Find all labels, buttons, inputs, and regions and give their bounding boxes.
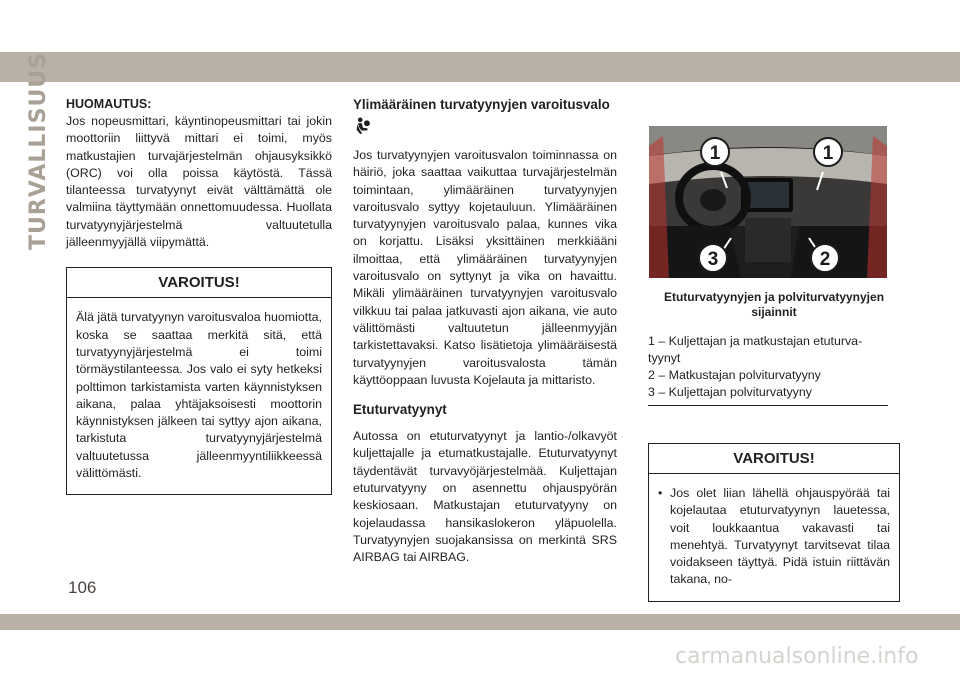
figure-caption: Etuturvatyynyjen ja polviturvatyynyjen sijainnit — [663, 290, 885, 319]
header-band — [0, 52, 960, 82]
page-number: 106 — [68, 578, 97, 597]
warning-box-right — [648, 443, 900, 602]
svg-text:1: 1 — [709, 143, 721, 164]
warning-title-right: VAROITUS! — [649, 444, 899, 474]
note-heading: HUOMAUTUS: — [66, 97, 152, 111]
legend-item-2: 2 – Matkustajan polviturvatyyny — [648, 368, 821, 382]
note-text: Jos nopeusmittari, käyntinopeusmittari tai jokin moottoriin liittyvä mittari ei toimi, myös matkustajien turvajärjestelmän ohjausyksikkö (ORC) voi olla poissa käytöstä. Tässä tilanteessa turvatyynyt eivät välttämättä ole valmiina täyttymään onnettomuudessa. Huollata turvatyynyjärjestelmä valtuutetulla jälleenmyyjällä viipymättä. — [66, 114, 332, 250]
watermark-text: carmanualsonline.info — [675, 644, 919, 669]
heading-aux-warning-light: Ylimääräinen turvatyynyjen varoitusvalo — [353, 97, 610, 112]
header-bar — [0, 0, 960, 82]
left-column — [66, 96, 332, 495]
middle-column — [353, 96, 617, 567]
legend-item-1: 1 – Kuljettajan ja matkustajan etuturvatyynyt — [648, 334, 863, 365]
warning-box-left — [66, 267, 332, 495]
footer-band — [0, 614, 960, 630]
figure-legend — [648, 333, 888, 406]
side-section-title — [22, 51, 54, 250]
warning-bullet-text: Jos olet liian lähellä ohjauspyörää tai kojelautaa etuturvatyynyn lauetessa, voit loukkaantua vakavasti tai menehtyä. Turvatyynyt tarvitsevat tilaa voidakseen täyttyä. Pidä istuin riittävän takana, no- — [670, 486, 890, 587]
warning-title-left: VAROITUS! — [67, 268, 331, 298]
airbag-warning-icon — [353, 117, 371, 135]
svg-text:1: 1 — [822, 143, 834, 164]
front-airbags-paragraph: Autossa on etuturvatyynyt ja lantio-/olkavyöt kuljettajalle ja etumatkustajalle. Etuturvatyynyt täydentävät turvavyöjärjestelmää. Kuljettajan etuturvatyyny on asennettu ohjauspyörän keskiosaan. Matkustajan etuturvatyyny on kojelaudassa hansikaslokeron yläpuolella. Turvatyynyjen suojakansissa on merkintä SRS AIRBAG tai AIRBAG. — [353, 429, 617, 565]
warning-text-left: Älä jätä turvatyynyn varoitusvaloa huomiotta, koska se saattaa merkitä sitä, että turvatyynyjärjestelmä ei toimi törmäystilanteessa. Jos valo ei syty hetkeksi polttimon tarkistamista varten käynnistyksen aikana, palaa yhtäjaksoisesti moottorin käynnistyksen jälkeen tai syttyy ajon aikana, tarkistuta turvatyynyjärjestelmä valtuutetussa jälleenmyyntiliikkeessä välittömästi. — [76, 310, 322, 481]
svg-text:3: 3 — [707, 249, 719, 270]
warning-bullet — [658, 485, 890, 589]
side-title-text: TURVALLISUUS — [26, 51, 51, 250]
legend-item-3: 3 – Kuljettajan polviturvatyyny — [648, 385, 812, 399]
bullet-dot-icon: • — [658, 486, 663, 500]
airbag-locations-figure — [649, 126, 887, 278]
aux-warning-paragraph: Jos turvatyynyjen varoitusvalon toiminnassa on häiriö, joka saattaa vaikuttaa turvajärjestelmän toimintaan, ylimääräinen turvatyynyjen varoitusvalo syttyy kojetauluun. Ylimääräinen turvatyynyjen varoitusvalo palaa, kunnes vika on korjattu. Lisäksi yksittäinen merkkiääni ilmoittaa, että ylimääräinen turvatyynyjen varoitusvalo on syttynyt ja vika on havaittu. Mikäli ylimääräinen turvatyynyjen varoitusvalo vilkkuu tai palaa jatkuvasti ajon aikana, vie auto välittömästi valtuutetun jälleenmyyjän tarkistettavaksi. Katso lisätietoja ylimääräisestä turvatyynyjen varoitusvalosta tämän käyttöoppaan luvusta Kojelauta ja mittaristo. — [353, 148, 617, 387]
heading-front-airbags: Etuturvatyynyt — [353, 402, 447, 418]
svg-text:2: 2 — [819, 249, 831, 270]
right-column — [648, 118, 900, 602]
